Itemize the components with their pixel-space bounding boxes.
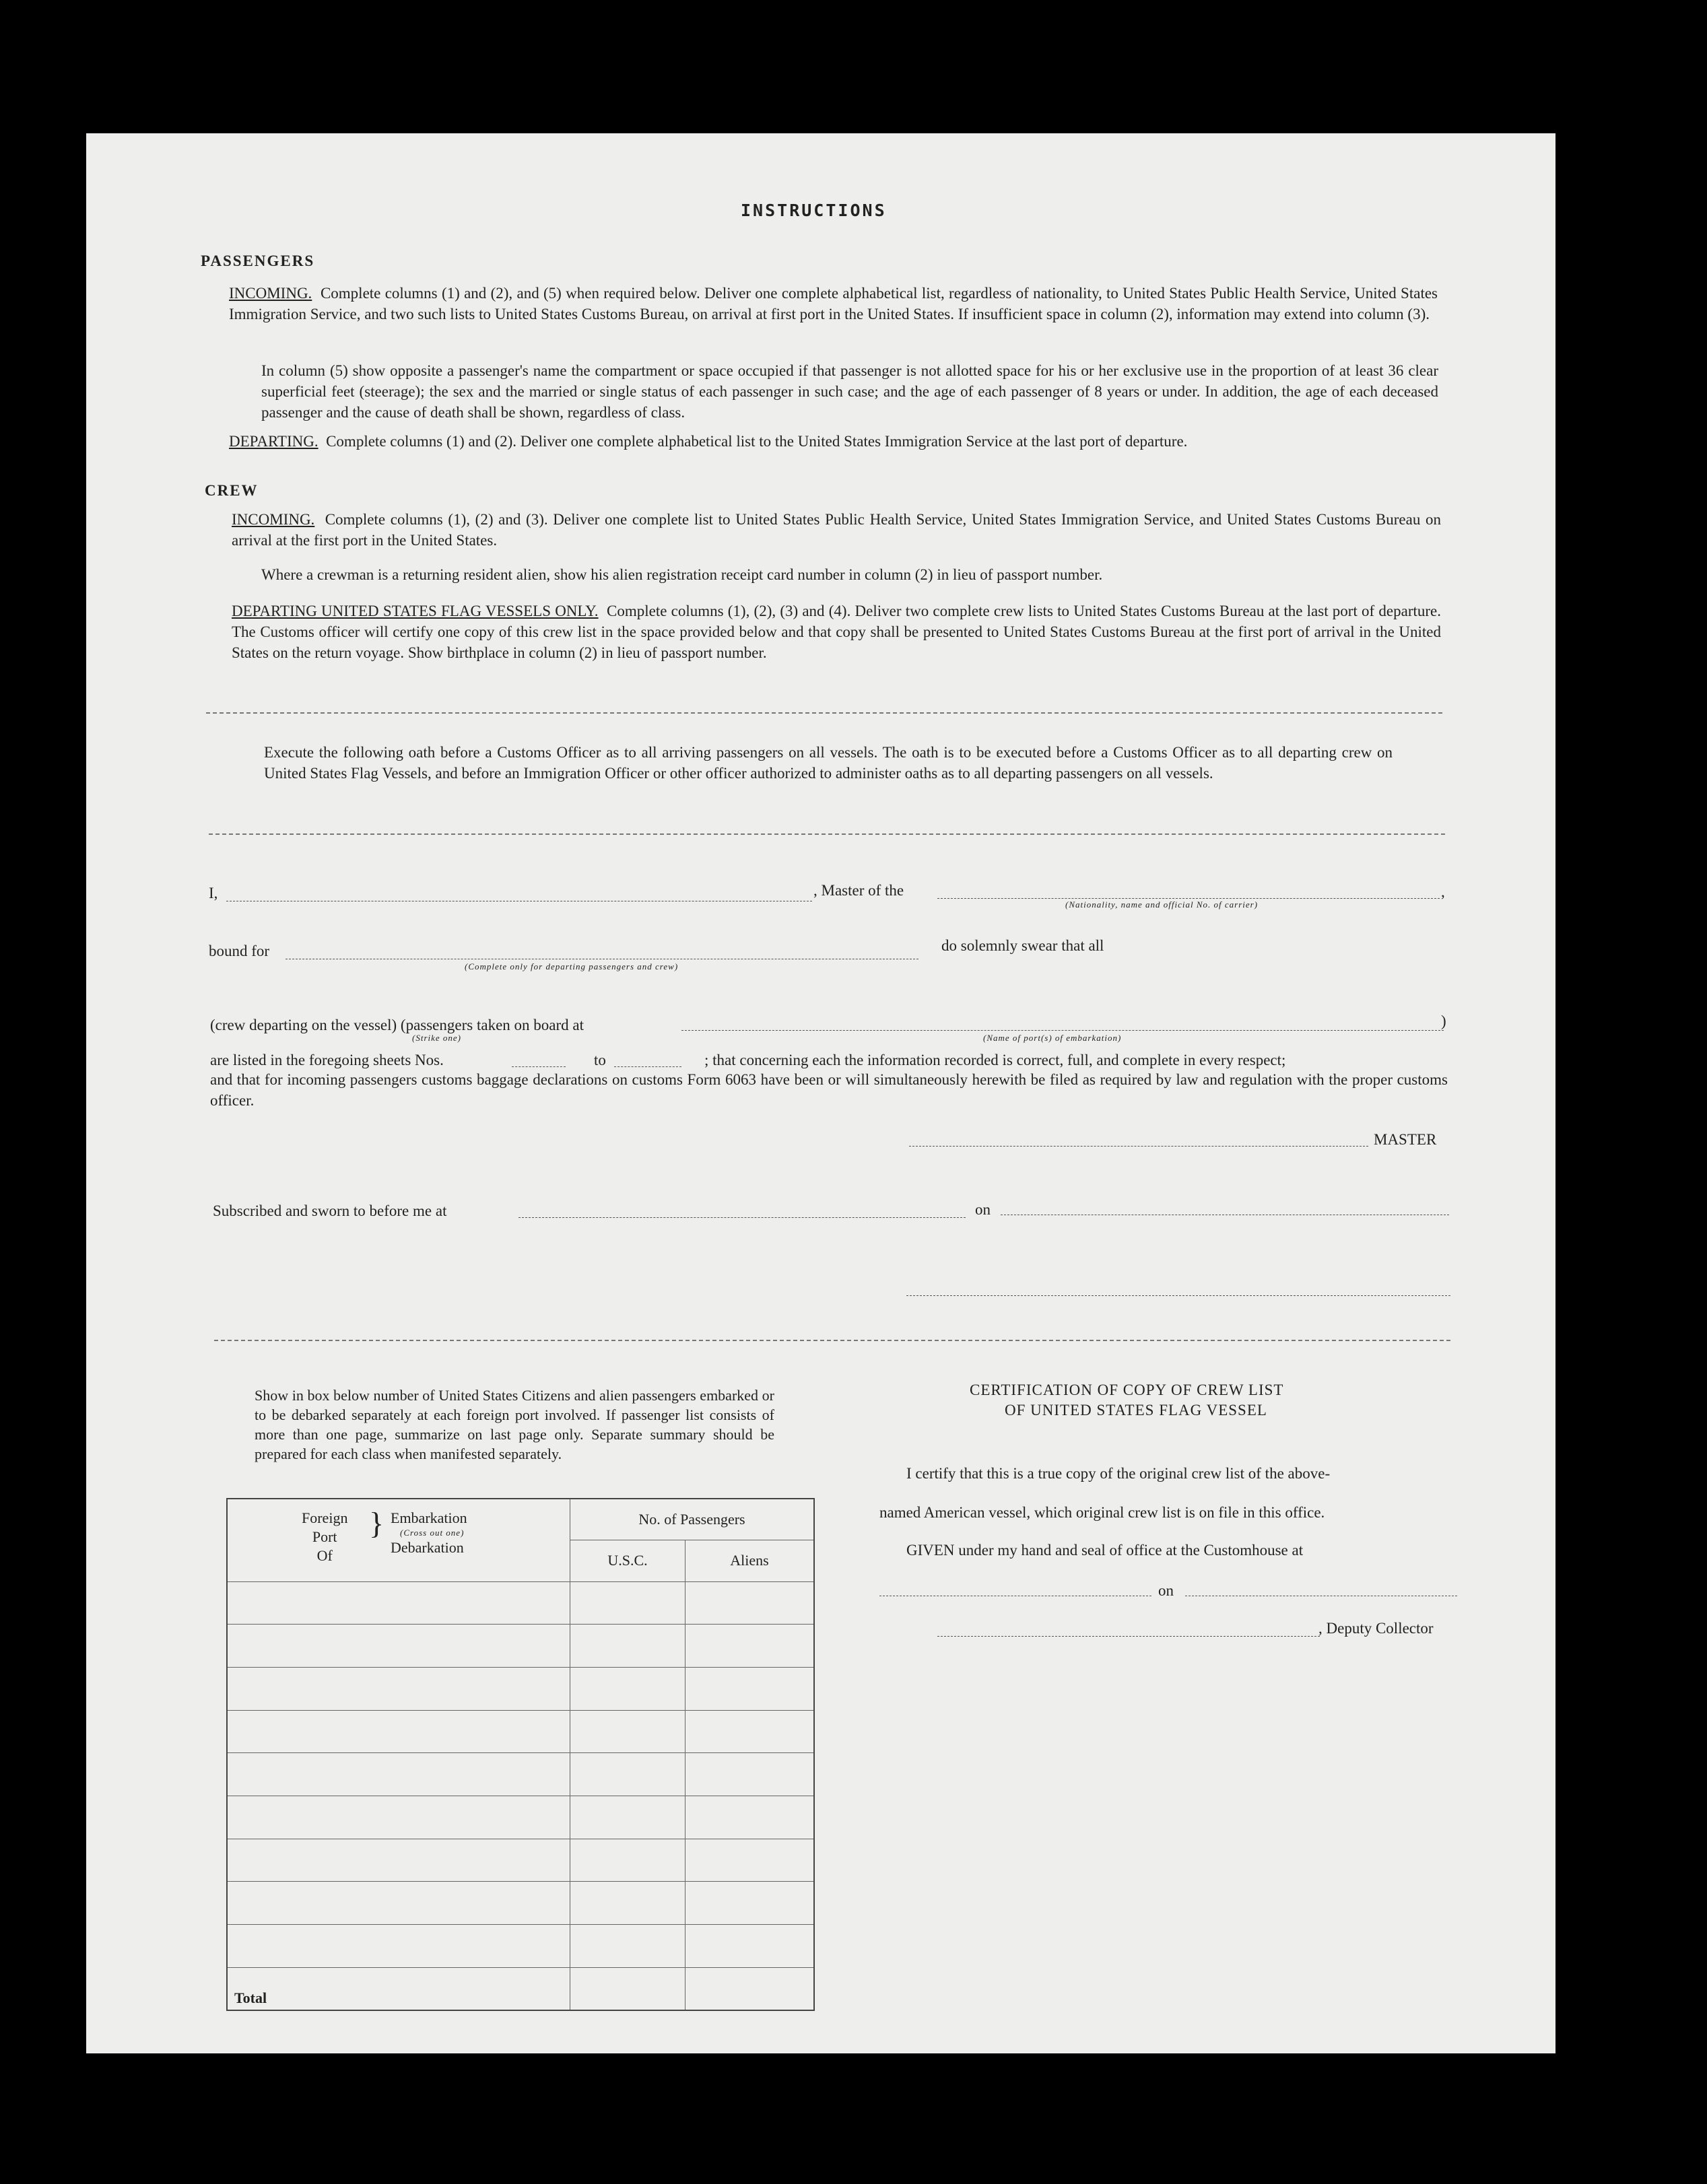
of-label: Of <box>316 1547 333 1564</box>
debarkation-label: Debarkation <box>391 1539 464 1556</box>
embarkation-label: Embarkation <box>391 1509 467 1526</box>
table-row <box>227 1667 814 1710</box>
master-signature-field[interactable] <box>909 1146 1368 1147</box>
port-cell[interactable] <box>227 1796 570 1839</box>
passengers-incoming-text: Complete columns (1) and (2), and (5) when required below. Deliver one complete alphabetical list, regardless of nationality, to United States Public Health Service, United States Immigration Service, and two such lists to United States Customs Bureau, on arrival at first port in the United States. If insufficient space in column (2), information may extend into column (3). <box>229 285 1438 322</box>
embark-debark <box>391 1509 467 1557</box>
sworn-on-label: on <box>975 1201 991 1218</box>
crew-incoming-label: INCOMING. <box>232 511 315 528</box>
sworn-place-field[interactable] <box>518 1217 966 1218</box>
port-cell[interactable] <box>227 1882 570 1925</box>
aliens-cell[interactable] <box>685 1882 815 1925</box>
total-row <box>227 1967 814 2010</box>
oath-i-label: I, <box>209 885 218 901</box>
bound-for-label: bound for <box>209 943 270 959</box>
listed-rest <box>210 1069 1448 1111</box>
oath-instruction-text: Execute the following oath before a Customs Officer as to all arriving passengers on all vessels. The oath is to be executed before a Customs Officer as to all departing crew on United States Flag Vessels, and before an Immigration Officer or other officer authorized to administer oaths as to all departing passengers on all vessels. <box>264 744 1393 782</box>
usc-cell[interactable] <box>570 1753 685 1796</box>
deputy-collector-label: , Deputy Collector <box>1318 1620 1434 1637</box>
passengers-heading: PASSENGERS <box>201 252 315 269</box>
usc-cell[interactable] <box>570 1839 685 1882</box>
port-cell[interactable] <box>227 1667 570 1710</box>
master-label: MASTER <box>1374 1131 1437 1148</box>
cross-out-note: (Cross out one) <box>400 1528 465 1538</box>
passengers-incoming-label: INCOMING. <box>229 285 312 302</box>
master-of-end: , <box>1441 883 1445 900</box>
port-cell[interactable] <box>227 1839 570 1882</box>
usc-cell[interactable] <box>570 1710 685 1753</box>
certification-text-2: named American vessel, which original crew list is on file in this office. <box>879 1504 1325 1521</box>
page-title: INSTRUCTIONS <box>741 201 887 220</box>
subscribed-label: Subscribed and sworn to before me at <box>213 1202 447 1219</box>
port-cell[interactable] <box>227 1925 570 1968</box>
aliens-cell[interactable] <box>685 1753 815 1796</box>
sheet-from-field[interactable] <box>512 1066 566 1067</box>
oath-instruction <box>264 742 1393 784</box>
usc-header: U.S.C. <box>570 1540 685 1582</box>
total-label: Total <box>227 1967 570 2010</box>
separator-1 <box>206 712 1442 714</box>
aliens-cell[interactable] <box>685 1839 815 1882</box>
usc-cell[interactable] <box>570 1581 685 1625</box>
usc-cell[interactable] <box>570 1625 685 1668</box>
aliens-cell[interactable] <box>685 1710 815 1753</box>
port-cell[interactable] <box>227 1625 570 1668</box>
crew-departing <box>232 601 1441 663</box>
aliens-cell[interactable] <box>685 1796 815 1839</box>
crew-departing-text: Complete columns (1), (2), (3) and (4). Deliver two complete crew lists to United States Customs Bureau at the last port of departure. The Customs officer will certify one copy of this crew list in the space provided below and that copy shall be presented to United States Customs Bureau at the first port of arrival in the United States on the return voyage. Show birthplace in column (2) in lieu of passport number. <box>232 603 1441 661</box>
certification-given: GIVEN under my hand and seal of office at the Customhouse at <box>906 1542 1304 1559</box>
certification-on-label: on <box>1158 1582 1174 1599</box>
passengers-incoming <box>229 283 1438 325</box>
total-usc-cell[interactable] <box>570 1967 685 2010</box>
crew-departing-label: DEPARTING UNITED STATES FLAG VESSELS ONLY. <box>232 603 599 619</box>
certification-text-1: I certify that this is a true copy of the original crew list of the above- <box>906 1465 1331 1482</box>
certification-title-1: CERTIFICATION OF COPY OF CREW LIST <box>970 1381 1284 1398</box>
aliens-cell[interactable] <box>685 1581 815 1625</box>
port-header-cell <box>227 1499 570 1581</box>
passengers-departing-text: Complete columns (1) and (2). Deliver one complete alphabetical list to the United States Immigration Service at the last port of departure. <box>326 433 1188 450</box>
table-row <box>227 1882 814 1925</box>
no-passengers-header: No. of Passengers <box>570 1499 815 1540</box>
usc-cell[interactable] <box>570 1667 685 1710</box>
passengers-departing <box>229 431 1441 452</box>
table-row <box>227 1839 814 1882</box>
strike-one-note: (Strike one) <box>412 1033 462 1043</box>
crew-resident-text: Where a crewman is a returning resident alien, show his alien registration receipt card number in column (2) in lieu of passport number. <box>261 566 1103 583</box>
usc-cell[interactable] <box>570 1796 685 1839</box>
port-label: Port <box>312 1528 337 1545</box>
embarkation-port-field[interactable] <box>681 1030 1444 1031</box>
master-of-label: , Master of the <box>813 882 904 899</box>
summary-instruction <box>255 1386 774 1464</box>
port-cell[interactable] <box>227 1710 570 1753</box>
separator-3 <box>214 1340 1450 1341</box>
total-aliens-cell[interactable] <box>685 1967 815 2010</box>
table-row <box>227 1625 814 1668</box>
bound-note: (Complete only for departing passengers and crew) <box>465 961 679 971</box>
listed-rest-text: and that for incoming passengers customs baggage declarations on customs Form 6063 have been or will simultaneously herewith be filed as required by law and regulation with the proper customs officer. <box>210 1071 1448 1109</box>
summary-instruction-text: Show in box below number of United States Citizens and alien passengers embarked or to be debarked separately at each foreign port involved. If passenger list consists of more than one page, summarize on last page only. Separate summary should be prepared for each class when manifested separately. <box>255 1387 774 1462</box>
certification-title-2: OF UNITED STATES FLAG VESSEL <box>1005 1402 1267 1419</box>
listed-to-label: to <box>594 1052 606 1068</box>
carrier-field[interactable] <box>937 898 1440 899</box>
passengers-column5-text: In column (5) show opposite a passenger's name the compartment or space occupied if that passenger is not allotted space for his or her exclusive use in the proportion of at least 36 clear superficial feet (steerage); the sex and the married or single status of each passenger in such case; and the age of each passenger of 8 years or under. In addition, the age of each deceased passenger and the cause of death shall be shown, regardless of class. <box>261 362 1438 421</box>
table-row <box>227 1925 814 1968</box>
passenger-summary-table <box>226 1498 815 2011</box>
brace-icon: } <box>369 1506 384 1540</box>
aliens-header: Aliens <box>685 1540 815 1582</box>
passengers-departing-label: DEPARTING. <box>229 433 319 450</box>
aliens-cell[interactable] <box>685 1925 815 1968</box>
aliens-cell[interactable] <box>685 1667 815 1710</box>
table-row <box>227 1753 814 1796</box>
table-row <box>227 1581 814 1625</box>
officer-signature-field[interactable] <box>906 1295 1450 1296</box>
foreign-port-of <box>302 1509 347 1565</box>
foreign-label: Foreign <box>302 1509 348 1526</box>
deputy-signature-field[interactable] <box>937 1636 1320 1637</box>
crew-incoming-text: Complete columns (1), (2) and (3). Deliver one complete list to United States Public Health Service, United States Immigration Service, and United States Customs Bureau on arrival at the first port in the United States. <box>232 511 1442 549</box>
crew-incoming <box>232 509 1441 551</box>
crew-heading: CREW <box>205 482 259 499</box>
sheet-to-field[interactable] <box>614 1066 681 1067</box>
crew-departing-text: (crew departing on the vessel) (passengers taken on board at <box>210 1017 584 1033</box>
crew-resident <box>261 564 1441 585</box>
swear-text: do solemnly swear that all <box>941 937 1104 954</box>
table-row <box>227 1796 814 1839</box>
usc-cell[interactable] <box>570 1882 685 1925</box>
port-cell[interactable] <box>227 1753 570 1796</box>
close-paren: ) <box>1441 1013 1446 1029</box>
carrier-note: (Nationality, name and official No. of carrier) <box>1065 899 1259 910</box>
listed-correct-text: ; that concerning each the information recorded is correct, full, and complete in every respect; <box>704 1052 1286 1068</box>
usc-cell[interactable] <box>570 1925 685 1968</box>
separator-2 <box>209 833 1445 835</box>
listed-sheets-label: are listed in the foregoing sheets Nos. <box>210 1052 444 1068</box>
table-row <box>227 1710 814 1753</box>
port-cell[interactable] <box>227 1581 570 1625</box>
passengers-column5 <box>261 360 1438 423</box>
embarkation-note: (Name of port(s) of embarkation) <box>983 1033 1122 1043</box>
aliens-cell[interactable] <box>685 1625 815 1668</box>
